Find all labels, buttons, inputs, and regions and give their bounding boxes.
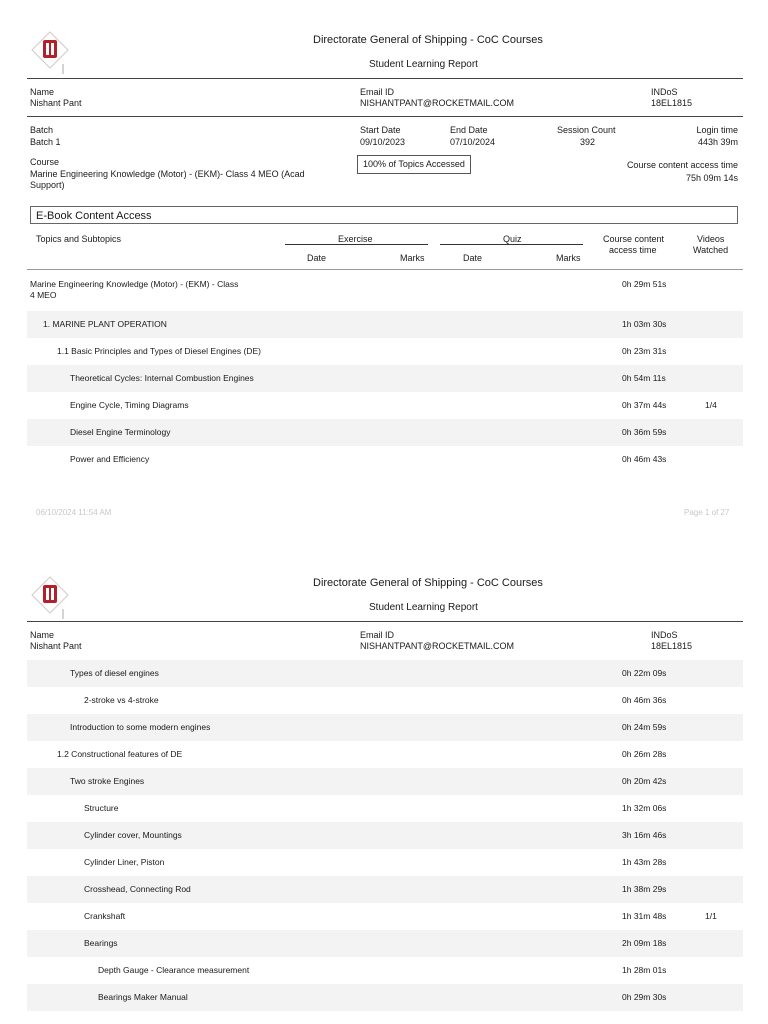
topic-name: 1. MARINE PLANT OPERATION: [43, 319, 167, 329]
report-subtitle: Student Learning Report: [369, 602, 478, 613]
student-email: NISHANTPANT@ROCKETMAIL.COM: [360, 98, 514, 108]
topic-access-time: 1h 43m 28s: [622, 857, 667, 867]
topic-name: Engine Cycle, Timing Diagrams: [70, 400, 189, 410]
topic-name: Depth Gauge - Clearance measurement: [98, 965, 250, 975]
table-row: [27, 419, 743, 446]
report-page-2: [0, 545, 768, 1024]
col-quiz-marks: Marks: [556, 253, 581, 263]
batch-label: Batch: [30, 125, 54, 135]
topic-name: Marine Engineering Knowledge (Motor) - (EKM) - Class 4 MEO: [30, 279, 239, 300]
login-time-label: Login time: [696, 125, 738, 135]
topic-access-time: 1h 28m 01s: [622, 965, 667, 975]
dgs-logo-icon: [30, 30, 70, 76]
topic-name: Theoretical Cycles: Internal Combustion Engines: [70, 373, 254, 383]
student-name: Nishant Pant: [30, 98, 82, 108]
table-row: [27, 876, 743, 903]
email-label: Email ID: [360, 630, 395, 640]
course-label: Course: [30, 157, 60, 167]
report-subtitle: Student Learning Report: [369, 59, 478, 70]
table-row: [27, 930, 743, 957]
topic-access-time: 0h 37m 44s: [622, 400, 667, 410]
table-row: [27, 392, 743, 419]
topic-access-time: 0h 26m 28s: [622, 749, 667, 759]
topic-name: Crosshead, Connecting Rod: [84, 884, 191, 894]
end-date-label: End Date: [450, 125, 488, 135]
report-title: Directorate General of Shipping - CoC Courses: [313, 577, 543, 589]
topic-access-time: 1h 03m 30s: [622, 319, 667, 329]
topic-name: 1.1 Basic Principles and Types of Diesel Engines (DE): [57, 346, 261, 356]
topic-access-time: 1h 32m 06s: [622, 803, 667, 813]
section-title: E-Book Content Access: [30, 206, 738, 224]
batch-value: Batch 1: [30, 137, 61, 147]
topic-name: Structure: [84, 803, 119, 813]
col-videos-2: Watched: [693, 245, 729, 255]
name-label: Name: [30, 630, 55, 640]
table-row: [27, 957, 743, 984]
topic-name: Crankshaft: [84, 911, 126, 921]
student-email: NISHANTPANT@ROCKETMAIL.COM: [360, 641, 514, 651]
topic-name: Types of diesel engines: [70, 668, 159, 678]
table-row: [27, 768, 743, 795]
divider: [27, 78, 743, 79]
table-row: [27, 795, 743, 822]
topic-access-time: 3h 16m 46s: [622, 830, 667, 840]
session-count-label: Session Count: [557, 125, 616, 135]
table-row: [27, 338, 743, 365]
topic-access-time: 0h 29m 51s: [622, 279, 667, 289]
topic-name: Diesel Engine Terminology: [70, 427, 171, 437]
col-exercise-date: Date: [307, 253, 327, 263]
topic-access-time: 0h 24m 59s: [622, 722, 667, 732]
topic-table-page-1: [27, 270, 743, 473]
topic-name: 2-stroke vs 4-stroke: [84, 695, 159, 705]
topic-access-time: 0h 54m 11s: [622, 373, 666, 383]
topic-table-page-2: [27, 660, 743, 1011]
topic-name: Cylinder cover, Mountings: [84, 830, 182, 840]
student-indos: 18EL1815: [651, 98, 693, 108]
topic-name: Cylinder Liner, Piston: [84, 857, 165, 867]
end-date: 07/10/2024: [450, 137, 496, 147]
topic-access-time: 1h 38m 29s: [622, 884, 667, 894]
topic-name: Bearings: [84, 938, 118, 948]
table-row: [27, 984, 743, 1011]
table-row: [27, 365, 743, 392]
col-exercise: Exercise: [338, 234, 373, 244]
table-row: [27, 903, 743, 930]
topic-name: 1.2 Constructional features of DE: [57, 749, 183, 759]
page-number: Page 1 of 27: [684, 508, 730, 517]
indos-label: INDoS: [651, 630, 678, 640]
table-row: [27, 714, 743, 741]
course-name-cont: Support): [30, 180, 65, 190]
student-indos: 18EL1815: [651, 641, 693, 651]
videos-watched: 1/4: [705, 400, 717, 410]
col-quiz: Quiz: [503, 234, 522, 244]
topic-access-time: 1h 31m 48s: [622, 911, 667, 921]
col-topics: Topics and Subtopics: [36, 234, 122, 244]
name-label: Name: [30, 87, 55, 97]
topic-name: Bearings Maker Manual: [98, 992, 188, 1002]
dgs-logo-icon: [30, 575, 70, 621]
table-row: [27, 822, 743, 849]
table-row: [27, 660, 743, 687]
table-row: [27, 446, 743, 473]
quiz-underline: [440, 244, 583, 245]
start-date-label: Start Date: [360, 125, 401, 135]
access-time: 75h 09m 14s: [685, 173, 738, 183]
report-title: Directorate General of Shipping - CoC Courses: [313, 34, 543, 46]
topic-access-time: 0h 46m 43s: [622, 454, 667, 464]
topic-access-time: 0h 20m 42s: [622, 776, 667, 786]
topic-name: Two stroke Engines: [70, 776, 145, 786]
col-quiz-date: Date: [463, 253, 483, 263]
divider: [27, 621, 743, 622]
indos-label: INDoS: [651, 87, 678, 97]
col-access-1: Course content: [603, 234, 665, 244]
videos-watched: 1/1: [705, 911, 717, 921]
exercise-underline: [285, 244, 428, 245]
table-row: [27, 849, 743, 876]
table-row: [27, 741, 743, 768]
start-date: 09/10/2023: [360, 137, 406, 147]
table-row: [27, 311, 743, 338]
topic-access-time: 0h 46m 36s: [622, 695, 667, 705]
topic-access-time: 2h 09m 18s: [622, 938, 667, 948]
topic-name: Introduction to some modern engines: [70, 722, 211, 732]
print-timestamp: 06/10/2024 11:54 AM: [36, 508, 112, 517]
col-exercise-marks: Marks: [400, 253, 425, 263]
topic-name: Power and Efficiency: [70, 454, 150, 464]
topic-access-time: 0h 36m 59s: [622, 427, 667, 437]
student-name: Nishant Pant: [30, 641, 82, 651]
topic-access-time: 0h 29m 30s: [622, 992, 667, 1002]
topic-access-time: 0h 22m 09s: [622, 668, 667, 678]
divider: [27, 116, 743, 117]
table-row: [27, 687, 743, 714]
table-row: [27, 270, 743, 311]
topics-accessed-badge: 100% of Topics Accessed: [357, 155, 471, 174]
session-count: 392: [580, 137, 596, 147]
login-time: 443h 39m: [697, 137, 738, 147]
col-access-2: access time: [609, 245, 657, 255]
course-name: Marine Engineering Knowledge (Motor) - (EKM)- Class 4 MEO (Acad: [30, 169, 305, 179]
topic-access-time: 0h 23m 31s: [622, 346, 667, 356]
email-label: Email ID: [360, 87, 395, 97]
access-time-label: Course content access time: [626, 160, 738, 170]
col-videos-1: Videos: [697, 234, 725, 244]
